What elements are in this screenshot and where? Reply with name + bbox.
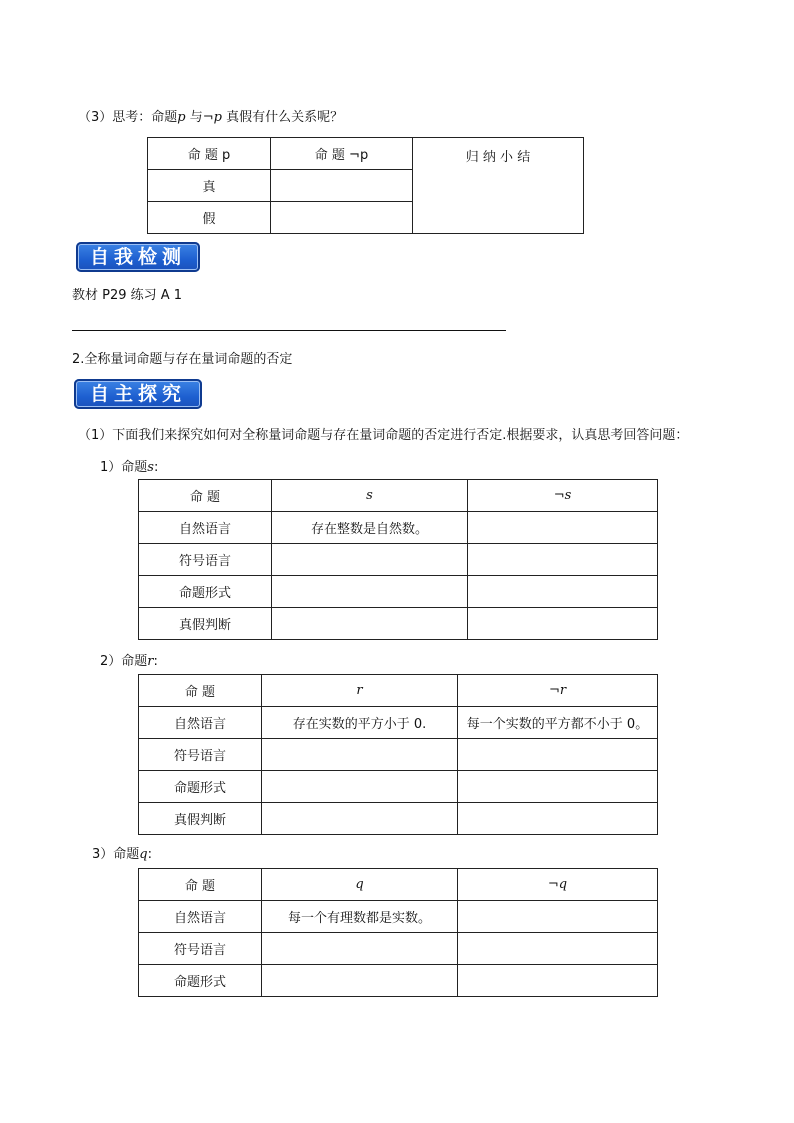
table-s	[138, 479, 658, 640]
row-label: 符号语言	[139, 739, 262, 771]
section2-heading: 2.全称量词命题与存在量词命题的否定	[72, 352, 293, 367]
exercise-reference: 教材 P29 练习 A 1	[72, 288, 183, 303]
section3-prompt: （3）思考：命题p 与¬p 真假有什么关系呢？	[78, 110, 344, 125]
row-false-label: 假	[148, 202, 271, 234]
row-label: 自然语言	[139, 707, 262, 739]
cell-value: 存在整数是自然数。	[272, 512, 468, 544]
q-label: 3）命题q:	[92, 847, 152, 862]
answer-line[interactable]	[72, 330, 506, 331]
header-neg-r: ¬r	[458, 675, 658, 707]
answer-cell[interactable]	[458, 965, 658, 997]
answer-cell[interactable]	[271, 170, 413, 202]
answer-cell[interactable]	[262, 771, 458, 803]
row-label: 自然语言	[139, 901, 262, 933]
answer-cell[interactable]	[468, 608, 658, 640]
row-label: 符号语言	[139, 544, 272, 576]
cell-value: 存在实数的平方小于 0.	[262, 707, 458, 739]
truth-relation-table	[147, 137, 584, 234]
row-label: 真假判断	[139, 803, 262, 835]
cell-value: 每一个有理数都是实数。	[262, 901, 458, 933]
row-label: 命题形式	[139, 965, 262, 997]
answer-cell[interactable]	[458, 771, 658, 803]
header-p: 命 题 p	[148, 138, 271, 170]
answer-cell[interactable]	[458, 739, 658, 771]
answer-cell[interactable]	[458, 933, 658, 965]
answer-cell[interactable]	[458, 901, 658, 933]
header-neg-s: ¬s	[468, 480, 658, 512]
answer-cell[interactable]	[468, 512, 658, 544]
answer-cell[interactable]	[262, 803, 458, 835]
row-true-label: 真	[148, 170, 271, 202]
header-neg-q: ¬q	[458, 869, 658, 901]
intro-text: （1）下面我们来探究如何对全称量词命题与存在量词命题的否定进行否定.根据要求，认真思考回答问题：	[78, 428, 689, 443]
header-proposition: 命 题	[139, 869, 262, 901]
answer-cell[interactable]	[262, 739, 458, 771]
row-label: 自然语言	[139, 512, 272, 544]
row-label: 符号语言	[139, 933, 262, 965]
self-explore-banner: 自主探究	[74, 379, 202, 409]
cell-value: 每一个实数的平方都不小于 0。	[458, 707, 658, 739]
header-neg-p: 命 题 ¬p	[271, 138, 413, 170]
header-s: s	[272, 480, 468, 512]
header-proposition: 命 题	[139, 675, 262, 707]
row-label: 命题形式	[139, 771, 262, 803]
table-r	[138, 674, 658, 835]
header-q: q	[262, 869, 458, 901]
answer-cell[interactable]	[458, 803, 658, 835]
self-test-banner: 自我检测	[76, 242, 200, 272]
answer-cell[interactable]	[262, 965, 458, 997]
r-label: 2）命题r:	[100, 654, 158, 669]
answer-cell[interactable]	[468, 544, 658, 576]
answer-cell[interactable]	[271, 202, 413, 234]
row-label: 命题形式	[139, 576, 272, 608]
header-proposition: 命 题	[139, 480, 272, 512]
answer-cell[interactable]	[272, 544, 468, 576]
answer-cell[interactable]	[272, 576, 468, 608]
row-label: 真假判断	[139, 608, 272, 640]
answer-cell[interactable]	[468, 576, 658, 608]
table-q	[138, 868, 658, 997]
answer-cell[interactable]	[262, 933, 458, 965]
summary-cell: 归 纳 小 结	[413, 138, 584, 234]
header-r: r	[262, 675, 458, 707]
s-label: 1）命题s:	[100, 460, 159, 475]
answer-cell[interactable]	[272, 608, 468, 640]
